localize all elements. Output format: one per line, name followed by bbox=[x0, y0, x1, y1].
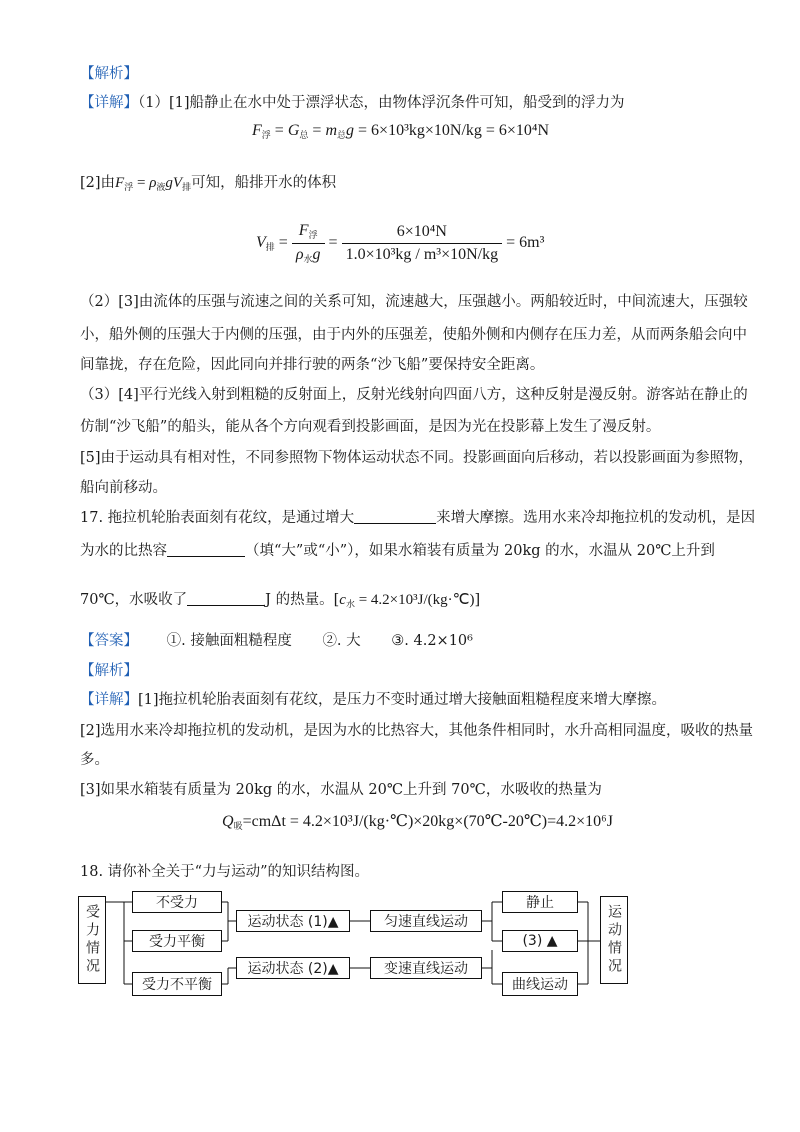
p2-post: 可知，船排开水的体积 bbox=[191, 175, 337, 191]
q17-line-2: 为水的比热容 （填“大”或“小”），如果水箱装有质量为 20kg 的水，水温从 20℃上升到 bbox=[80, 543, 715, 559]
p4-line-1: （3）[4]平行光线入射到粗糙的反射面上，反射光线射向四面八方，这种反射是漫反射。游客站在静止的 bbox=[80, 387, 748, 403]
equation-heat: $Q_吸=cm\Delta t$ = 4.2×10³J/(kg·℃)×20kg×(70℃-20℃)=4.2×10⁶J bbox=[222, 813, 613, 831]
x17-line-2: [2]选用水来冷却拖拉机的发动机，是因为水的比热容大，其他条件相同时，水升高相同温度，吸收的热量 bbox=[80, 723, 754, 739]
vol-num: 6×10⁴N bbox=[342, 223, 503, 244]
motion-state-1-box: 运动状态 (1)▲ bbox=[236, 910, 350, 932]
p5-line-2: 船向前移动。 bbox=[80, 480, 167, 496]
x17-line-4: [3]如果水箱装有质量为 20kg 的水，水温从 20℃上升到 70℃，水吸收的热量为 bbox=[80, 782, 602, 798]
balanced-force-box: 受力平衡 bbox=[132, 930, 222, 952]
detail-tag: 【详解】 bbox=[80, 95, 138, 111]
p1-intro: （1）[1]船静止在水中处于漂浮状态，由物体浮沉条件可知，船受到的浮力为 bbox=[138, 95, 625, 111]
motion-state-2-box: 运动状态 (2)▲ bbox=[236, 957, 350, 979]
p3-line-2: 小，船外侧的压强大于内侧的压强，由于内外的压强差，使船外侧和内侧存在压力差，从而两条船会向中 bbox=[80, 327, 747, 343]
x17-line-3: 多。 bbox=[80, 752, 109, 768]
p4-line-2: 仿制“沙飞船”的船头，能从各个方向观看到投影画面，是因为光在投影幕上发生了漫反射。 bbox=[80, 419, 661, 435]
q17-line-1: 17. 拖拉机轮胎表面刻有花纹，是通过增大 来增大摩擦。选用水来冷却拖拉机的发动机，是因 bbox=[80, 510, 756, 526]
motion-condition-box: 运动情况 bbox=[600, 896, 628, 984]
eq1-rhs: = 6×10³kg×10N/kg = 6×10⁴N bbox=[358, 122, 550, 139]
p3-line-1: （2）[3]由流体的压强与流速之间的关系可知，流速越大，压强越小。两船较近时，中间流速大，压强较 bbox=[80, 294, 748, 310]
detail-p1 bbox=[80, 93, 625, 113]
no-force-box: 不受力 bbox=[132, 891, 222, 913]
q18-stem: 18. 请你补全关于“力与运动”的知识结构图。 bbox=[80, 864, 369, 880]
equation-volume: $V_排$ = $\frac{F_浮}{\rho_水g}$ = $\frac{\text{6×10⁴N}}{\text{1.0×10³kg / m³×10N/kg}}$ = 6m³ bbox=[256, 222, 545, 264]
unbalanced-force-box: 受力不平衡 bbox=[132, 972, 222, 996]
detail-p2: [2]由$F_浮 = \rho_液gV_排$可知，船排开水的体积 bbox=[80, 175, 337, 192]
equation-buoyancy: $F_浮 = G_总 = m_总g = 6\times 10^3kg\times 10N/kg = 6\times 10^4N$ bbox=[252, 122, 550, 140]
vol-den: 1.0×10³kg / m³×10N/kg bbox=[345, 246, 499, 263]
variable-linear-box: 变速直线运动 bbox=[370, 957, 482, 979]
uniform-linear-box: 匀速直线运动 bbox=[370, 910, 482, 932]
p2-pre: [2]由 bbox=[80, 175, 116, 191]
stationary-box: 静止 bbox=[502, 891, 578, 913]
analysis-tag-17: 【解析】 bbox=[80, 663, 138, 679]
curved-motion-box: 曲线运动 bbox=[502, 972, 578, 996]
analysis-tag: 【解析】 bbox=[80, 66, 138, 82]
p5-line-1: [5]由于运动具有相对性，不同参照物下物体运动状态不同。投影画面向后移动，若以投影画面为参照物， bbox=[80, 450, 754, 466]
x17-line-1: 【详解】[1]拖拉机轮胎表面刻有花纹，是压力不变时通过增大接触面粗糙程度来增大摩擦。 bbox=[80, 692, 667, 708]
blank-3-box: (3) ▲ bbox=[502, 930, 578, 952]
q17-line-3: 70℃，水吸收了 J 的热量。[$c_水$ = 4.2×10³J/(kg·℃)] bbox=[80, 592, 481, 609]
force-condition-box: 受力情况 bbox=[78, 896, 106, 984]
answer-17: 【答案】 ①. 接触面粗糙程度 ②. 大 ③. 4.2×10⁶ bbox=[80, 633, 473, 649]
p3-line-3: 间靠拢，存在危险，因此同向并排行驶的两条“沙飞船”要保持安全距离。 bbox=[80, 357, 545, 373]
vol-result: = 6m³ bbox=[506, 234, 545, 252]
answer-tag: 【答案】 bbox=[80, 633, 138, 649]
